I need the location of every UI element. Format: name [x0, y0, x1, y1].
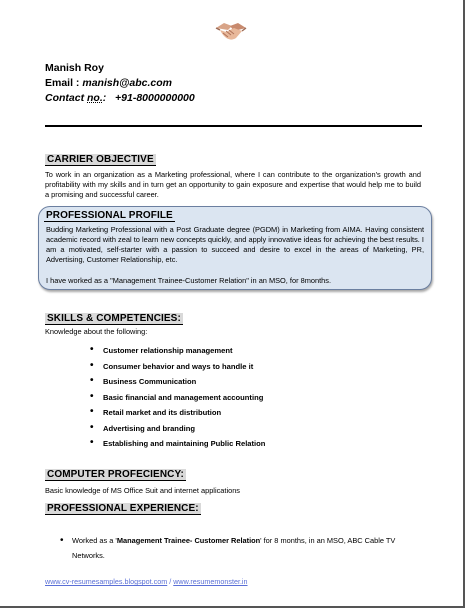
footer-link-monster[interactable]: www.resumemonster.in: [173, 577, 248, 586]
skills-heading: SKILLS & COMPETENCIES:: [47, 313, 181, 324]
experience-post: ' for 8 months, in an MSO, ABC Cable TV Networks.: [72, 536, 396, 560]
computer-text: Basic knowledge of MS Office Suit and internet applications: [45, 486, 241, 495]
list-item: • Advertising and branding: [90, 423, 265, 439]
list-item: • Customer relationship management: [90, 345, 265, 361]
email-label: Email :: [45, 77, 83, 89]
list-item: • Establishing and maintaining Public Relation: [90, 438, 265, 454]
phone-label: Contact: [45, 92, 87, 104]
experience-role: Management Trainee- Customer Relation: [116, 536, 261, 545]
phone-label-no: no.: [87, 92, 103, 104]
list-item: • Retail market and its distribution: [90, 407, 265, 423]
email-line: [45, 76, 195, 91]
email-value[interactable]: manish@abc.com: [82, 77, 172, 89]
profile-text: Budding Marketing Professional with a Post Graduate degree (PGDM) in Marketing from AIMA. Having consistent academic record with zeal to learn new concepts quickly, and apply innovative ideas for achieving the best results. I am a motivated, self-starter with a passion to succeed and desire to excel in the areas of Marketing, PR, Advertising, Customer Relationship, etc.: [46, 225, 424, 264]
phone-value: +91-8000000000: [115, 92, 195, 104]
objective-heading: CARRIER OBJECTIVE: [47, 154, 154, 165]
candidate-name: Manish Roy: [45, 62, 104, 74]
objective-text: To work in an organization as a Marketing professional, where I can contribute to the organization's growth and profitability with my skills and in turn get an opportunity to gain exposure and expertise that would help me to build a promising and successful career.: [45, 170, 421, 199]
footer-link-cv[interactable]: www.cv-resumesamples.blogspot.com: [45, 577, 168, 586]
footer-links: [45, 577, 248, 586]
list-item: • Consumer behavior and ways to handle it: [90, 361, 265, 377]
experience-heading: PROFESSIONAL EXPERIENCE:: [47, 503, 199, 514]
skills-list: [90, 345, 265, 454]
experience-pre: Worked as a ': [72, 536, 117, 545]
header-divider: [45, 125, 422, 127]
contact-block: [45, 61, 195, 106]
profile-box: [38, 206, 432, 290]
list-item: • Basic financial and management accounting: [90, 392, 265, 408]
computer-heading: COMPUTER PROFECIENCY:: [47, 469, 184, 480]
skills-intro: Knowledge about the following:: [45, 327, 148, 336]
bullet-icon: •: [60, 535, 64, 546]
footer-separator: /: [167, 577, 174, 586]
handshake-icon: [214, 16, 248, 46]
phone-line: [45, 91, 195, 106]
list-item: • Business Communication: [90, 376, 265, 392]
profile-experience-note: I have worked as a "Management Trainee-Customer Relation" in an MSO, for 8months.: [46, 276, 331, 285]
experience-item: [62, 533, 422, 563]
phone-label-colon: :: [102, 92, 107, 104]
profile-heading: PROFESSIONAL PROFILE: [46, 210, 173, 221]
